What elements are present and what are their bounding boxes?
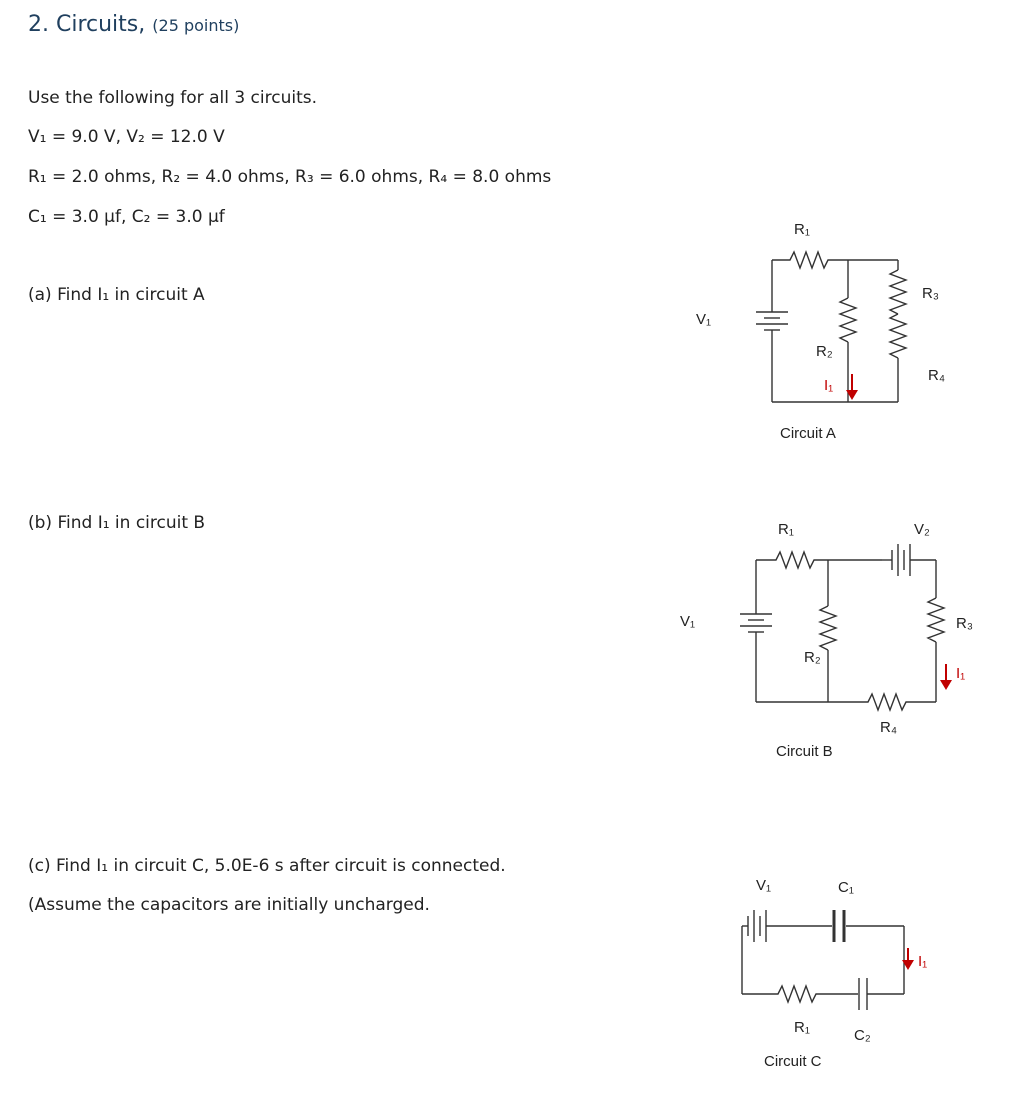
label-v2: V₂	[914, 521, 930, 538]
resistor-r1-icon	[756, 552, 882, 568]
battery-v1-icon	[756, 260, 788, 402]
label-r4: R₄	[880, 719, 897, 736]
intro-text: Use the following for all 3 circuits.	[28, 88, 318, 108]
label-r3: R₃	[956, 615, 973, 632]
circuit-a-diagram	[660, 210, 960, 450]
page-title	[28, 12, 239, 37]
resistor-r4-icon	[756, 694, 936, 710]
label-v1: V₁	[680, 613, 696, 630]
circuit-c-diagram	[720, 868, 960, 1078]
voltages-text: V₁ = 9.0 V, V₂ = 12.0 V	[28, 127, 225, 147]
resistor-r4-icon	[890, 314, 906, 358]
resistor-r2-icon	[820, 606, 836, 650]
label-r1: R₁	[794, 1019, 810, 1036]
resistor-r2-icon	[840, 298, 856, 342]
caption-circuit-c: Circuit C	[764, 1053, 822, 1070]
capacitors-text: C₁ = 3.0 μf, C₂ = 3.0 μf	[28, 207, 225, 227]
title-text: 2. Circuits,	[28, 12, 146, 37]
battery-v2-icon	[882, 544, 936, 598]
resistor-r1-icon	[742, 986, 858, 1002]
caption-circuit-b: Circuit B	[776, 743, 833, 760]
question-b: (b) Find I₁ in circuit B	[28, 513, 206, 533]
label-c1: C₁	[838, 879, 854, 896]
label-i1: I₁	[824, 377, 834, 394]
question-a: (a) Find I₁ in circuit A	[28, 285, 205, 305]
label-v1: V₁	[756, 877, 772, 894]
battery-v1-icon	[740, 560, 772, 702]
capacitor-c2-icon	[859, 978, 904, 1010]
battery-v1-icon	[742, 910, 832, 994]
resistors-text: R₁ = 2.0 ohms, R₂ = 4.0 ohms, R₃ = 6.0 ohms, R₄ = 8.0 ohms	[28, 167, 552, 187]
circuit-b-diagram	[660, 510, 990, 770]
question-c-note: (Assume the capacitors are initially uncharged.	[28, 895, 430, 915]
resistor-r3-icon	[928, 598, 944, 642]
label-r1: R₁	[778, 521, 794, 538]
label-v1: V₁	[696, 311, 712, 328]
capacitor-c1-icon	[834, 910, 904, 994]
points-label: (25 points)	[152, 16, 240, 35]
label-r3: R₃	[922, 285, 939, 302]
label-r2: R₂	[804, 649, 821, 666]
label-r1: R₁	[794, 221, 810, 238]
label-c2: C₂	[854, 1027, 871, 1044]
resistor-r1-icon	[772, 252, 898, 268]
current-arrow-icon	[940, 664, 952, 690]
caption-circuit-a: Circuit A	[780, 425, 836, 442]
label-r2: R₂	[816, 343, 833, 360]
question-c: (c) Find I₁ in circuit C, 5.0E-6 s after circuit is connected.	[28, 856, 506, 876]
label-r4: R₄	[928, 367, 945, 384]
label-i1: I₁	[918, 953, 928, 970]
label-i1: I₁	[956, 665, 966, 682]
resistor-r3-icon	[890, 270, 906, 314]
